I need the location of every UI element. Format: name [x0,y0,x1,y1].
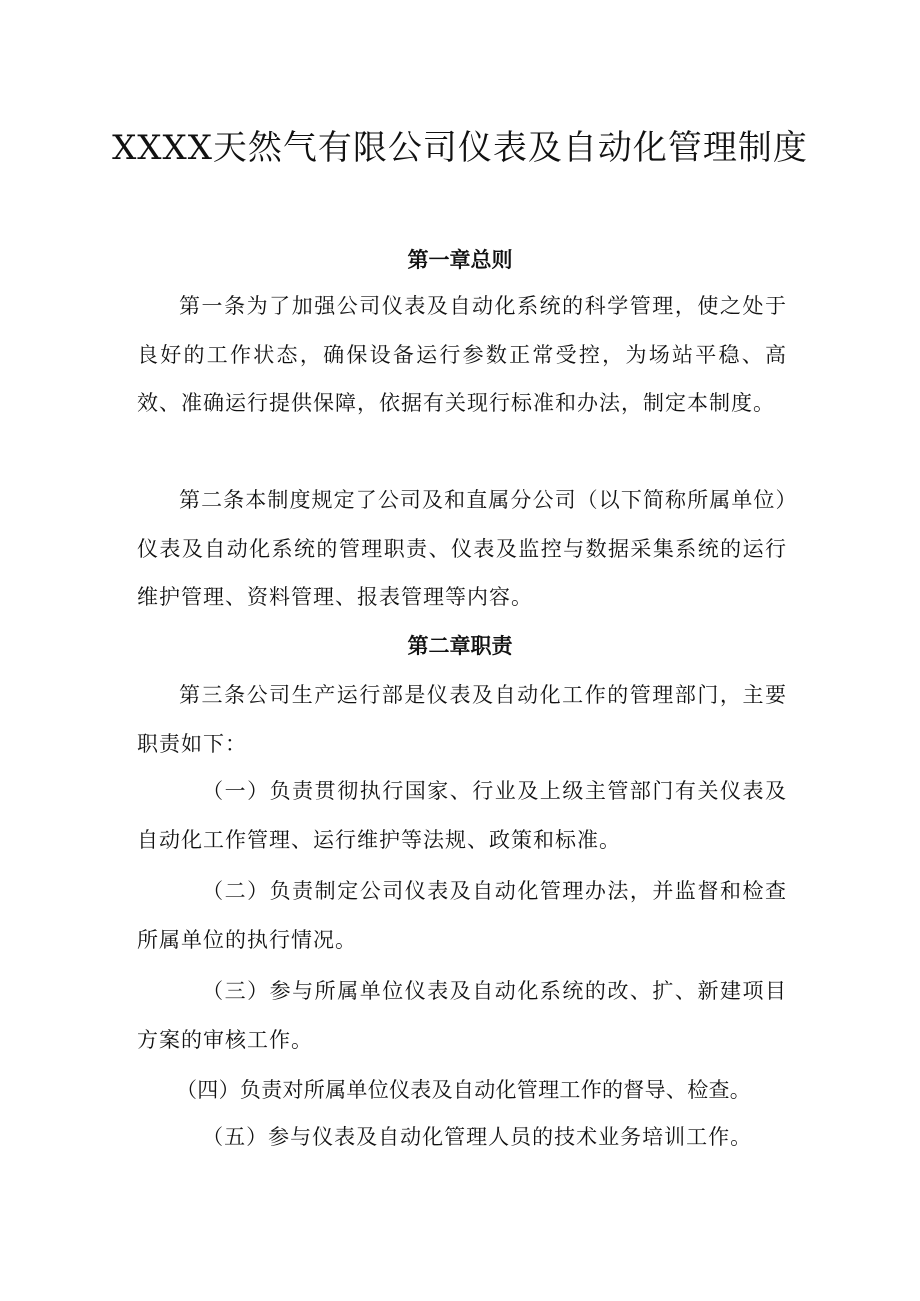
chapter-heading-general: 第一章总则 [407,248,513,272]
article-3-paragraph: 第三条公司生产运行部是仪表及自动化工作的管理部门，主要职责如下： [137,683,787,756]
duty-item-5: （五）参与仪表及自动化管理人员的技术业务培训工作。 [202,1125,753,1149]
article-1-paragraph: 第一条为了加强公司仪表及自动化系统的科学管理，使之处于良好的工作状态，确保设备运行参数正常受控，为场站平稳、高效、准确运行提供保障，依据有关现行标准和办法，制定本制度。 [137,294,787,415]
duty-item-4: （四）负责对所属单位仪表及自动化管理工作的督导、检查。 [176,1078,752,1102]
duty-item-3: （三）参与所属单位仪表及自动化系统的改、扩、新建项目方案的审核工作。 [137,979,787,1052]
duty-item-2: （二）负责制定公司仪表及自动化管理办法，并监督和检查所属单位的执行情况。 [137,879,787,952]
chapter-heading-duties: 第二章职责 [407,634,513,658]
duty-item-1: （一）负责贯彻执行国家、行业及上级主管部门有关仪表及自动化工作管理、运行维护等法规、政策和标准。 [137,779,787,852]
article-2-paragraph: 第二条本制度规定了公司及和直属分公司（以下简称所属单位）仪表及自动化系统的管理职责、仪表及监控与数据采集系统的运行维护管理、资料管理、报表管理等内容。 [137,488,787,609]
document-title: XXXX天然气有限公司仪表及自动化管理制度 [112,128,808,168]
